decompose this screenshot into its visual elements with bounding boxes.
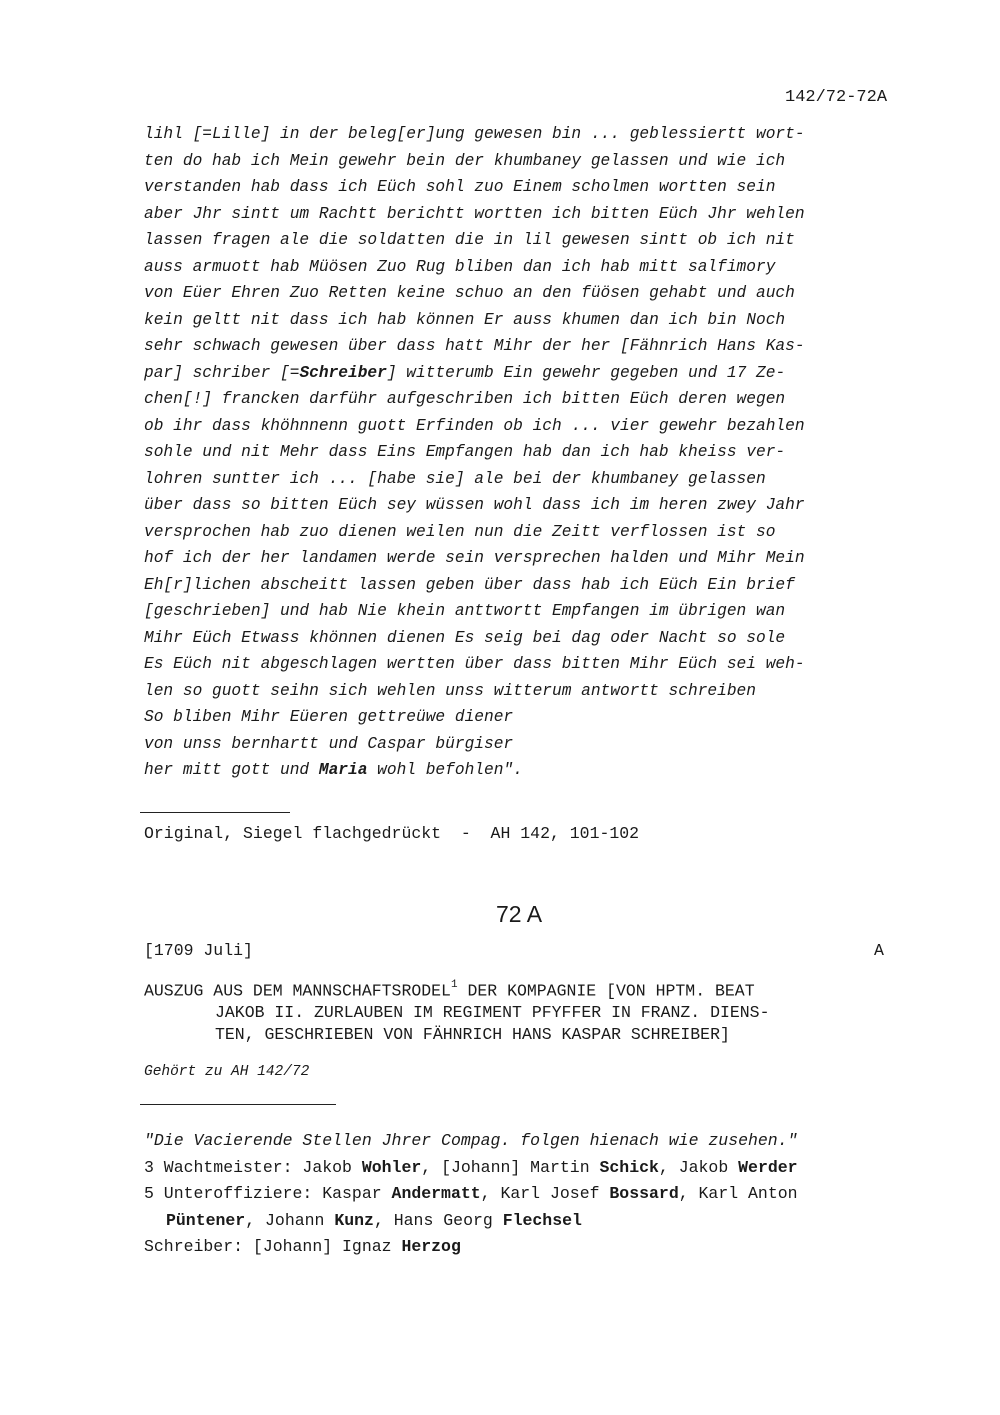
letter-line: So bliben Mihr Eüeren gettreüwe diener [144, 708, 514, 726]
footnote-marker: 1 [450, 979, 458, 991]
document-number: 72 A [496, 901, 543, 927]
letter-line: kein geltt nit dass ich hab können Er auss khumen dan ich bin Noch [144, 310, 786, 329]
letter-line: von unss bernhartt und Caspar bürgiser [144, 734, 514, 753]
letter-line: Mihr Eüch Etwass khönnen dienen Es seig bei dag oder Nacht so sole [144, 628, 786, 647]
letter-line: aber Jhr sintt um Rachtt berichtt wortten ich bitten Eüch Jhr wehlen [144, 204, 805, 223]
letter-line: sehr schwach gewesen über dass hatt Mihr der her [Fähnrich Hans Kas- [144, 337, 805, 355]
letter-line: sohle und nit Mehr dass Eins Empfangen hab dan ich hab kheiss ver- [144, 443, 786, 461]
letter-line: chen[!] francken darführ aufgeschriben ich bitten Eüch deren wegen [144, 390, 786, 408]
roll-line: Püntener, Johann Kunz, Hans Georg Flechsel [166, 1210, 582, 1230]
page-number: 142/72-72A [785, 88, 888, 107]
letter-line: ob ihr dass khöhnnenn guott Erfinden ob ich ... vier gewehr bezahlen [144, 416, 805, 435]
document-title-line: TEN, GESCHRIEBEN VON FÄHNRICH HANS KASPAR SCHREIBER] [215, 1025, 730, 1044]
roll-line: 5 Unteroffiziere: Kaspar Andermatt, Karl Josef Bossard, Karl Anton [144, 1184, 798, 1203]
letter-line: par] schriber [=Schreiber] witterumb Ein gewehr gegeben und 17 Ze- [144, 363, 786, 382]
roll-line: "Die Vacierende Stellen Jhrer Compag. folgen hienach wie zusehen." [144, 1131, 798, 1150]
document-title-line: JAKOB II. ZURLAUBEN IM REGIMENT PFYFFER IN FRANZ. DIENS- [215, 1003, 770, 1022]
letter-line: len so guott seihn sich wehlen unss witterum antwortt schreiben [144, 681, 756, 700]
source-note: Original, Siegel flachgedrückt - AH 142, 101-102 [144, 824, 640, 843]
letter-line: auss armuott hab Müösen Zuo Rug bliben dan ich hab mitt salfimory [144, 257, 776, 276]
letter-line: lassen fragen ale die soldatten die in lil gewesen sintt ob ich nit [144, 231, 795, 249]
document-title-line: AUSZUG AUS DEM MANNSCHAFTSRODEL$^1$ DER KOMPAGNIE [VON HPTM. BEAT [144, 979, 755, 1001]
letter-line: Eh[r]lichen abscheitt lassen geben über dass hab ich Eüch Ein brief [144, 575, 795, 594]
belongs-to-note: Gehört zu AH 142/72 [144, 1064, 310, 1080]
letter-line: her mitt gott und Maria wohl befohlen". [144, 761, 523, 779]
document-marker: A [874, 941, 884, 960]
letter-line: lohren suntter ich ... [habe sie] ale bei der khumbaney gelassen [144, 469, 766, 488]
letter-line: Es Eüch nit abgeschlagen wertten über dass bitten Mihr Eüch sei weh- [144, 655, 805, 673]
letter-line: ten do hab ich Mein gewehr bein der khumbaney gelassen und wie ich [144, 151, 786, 170]
letter-line: lihl [=Lille] in der beleg[er]ung gewesen bin ... geblessiertt wort- [144, 125, 805, 143]
letter-line: von Eüer Ehren Zuo Retten keine schuo an den füösen gehabt und auch [144, 284, 795, 302]
roll-line: Schreiber: [Johann] Ignaz Herzog [144, 1237, 461, 1256]
divider-rule [140, 1104, 336, 1105]
divider-rule [140, 812, 290, 813]
letter-line: verstanden hab dass ich Eüch sohl zuo Einem scholmen wortten sein [144, 178, 776, 196]
letter-line: über dass so bitten Eüch sey wüssen wohl dass ich im heren zwey Jahr [144, 496, 805, 514]
letter-line: versprochen hab zuo dienen weilen nun die Zeitt verflossen ist so [144, 522, 776, 541]
roll-line: 3 Wachtmeister: Jakob Wohler, [Johann] Martin Schick, Jakob Werder [144, 1157, 798, 1177]
letter-line: [geschrieben] und hab Nie khein anttwortt Empfangen im übrigen wan [144, 602, 786, 620]
letter-line: hof ich der her landamen werde sein versprechen halden und Mihr Mein [144, 549, 805, 567]
document-date: [1709 Juli] [144, 941, 253, 960]
